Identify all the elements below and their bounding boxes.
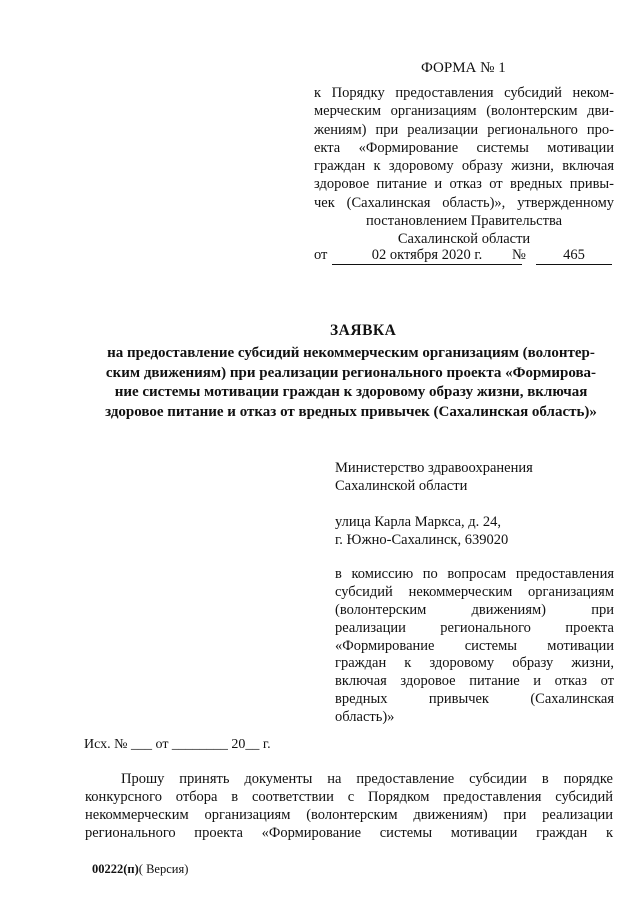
paragraph-line: некоммерческим организациям (волонтерским движениям) при реализации [85, 807, 613, 823]
reference-line: постановлением Правительства [365, 213, 563, 230]
paragraph-line: конкурсного отбора в соответствии с Порядком предоставления субсидий [85, 789, 613, 805]
reference-line: Сахалинской области [397, 231, 531, 248]
subject-line: ским движениям) при реализации регионального проекта «Формирова- [105, 364, 597, 381]
resolution-date-line [314, 247, 614, 267]
document-footer [92, 862, 188, 877]
ministry-line: Министерство здравоохранения [335, 460, 533, 476]
subject-line: здоровое питание и отказ от вредных привычек (Сахалинская область)» [105, 403, 597, 420]
commission-addressee [335, 566, 614, 727]
resolution-date: 02 октября 2020 г. [332, 247, 522, 265]
resolution-number: 465 [536, 247, 612, 265]
reference-line: екта «Формирование системы мотивации [314, 139, 614, 156]
commission-line: реализации регионального проекта [335, 619, 614, 636]
number-label: № [512, 247, 526, 263]
paragraph-line: регионального проекта «Формирование системы мотивации граждан к [85, 825, 613, 841]
commission-line: субсидий некоммерческим организациям [335, 583, 614, 600]
footer-code: 00222(п) [92, 862, 139, 876]
reference-line: здоровое питание и отказ от вредных привы- [314, 176, 614, 193]
ministry-address [335, 513, 615, 549]
address-line: улица Карла Маркса, д. 24, [335, 514, 502, 530]
document-title: ЗАЯВКА [330, 322, 397, 339]
commission-line: область)» [335, 709, 395, 726]
subject-line: ние системы мотивации граждан к здоровому образу жизни, включая [114, 384, 588, 400]
outgoing-number-line: Исх. № ___ от ________ 20__ г. [84, 737, 271, 752]
commission-line: вредных привычек (Сахалинская [335, 691, 614, 708]
commission-line: включая здоровое питание и отказ от [335, 673, 614, 690]
commission-line: (волонтерским движениям) при [335, 601, 614, 618]
request-paragraph [85, 770, 613, 842]
from-label: от [314, 247, 328, 263]
paragraph-line: Прошу принять документы на предоставление субсидии в порядке [121, 771, 613, 787]
reference-line: чек (Сахалинская область)», утвержденному [314, 194, 614, 211]
reference-line: мерческим организациям (волонтерским дви- [314, 103, 614, 120]
reference-line: жениям) при реализации регионального про- [314, 121, 614, 138]
form-number: ФОРМА № 1 [421, 60, 506, 76]
ministry-name [335, 459, 615, 495]
reference-line: к Порядку предоставления субсидий неком- [314, 85, 614, 101]
approval-reference [314, 84, 614, 249]
footer-version: ( Версия) [138, 862, 189, 876]
address-line: г. Южно-Сахалинск, 639020 [335, 532, 509, 548]
commission-line: «Формирование системы мотивации [335, 637, 614, 654]
commission-line: в комиссию по вопросам предоставления [335, 566, 614, 582]
subject-line: на предоставление субсидий некоммерческим организациям (волонтер- [107, 345, 595, 361]
application-subject [88, 344, 614, 422]
reference-line: граждан к здоровому образу жизни, включая [314, 158, 614, 175]
commission-line: граждан к здоровому образу жизни, [335, 655, 614, 672]
ministry-line: Сахалинской области [335, 478, 468, 494]
